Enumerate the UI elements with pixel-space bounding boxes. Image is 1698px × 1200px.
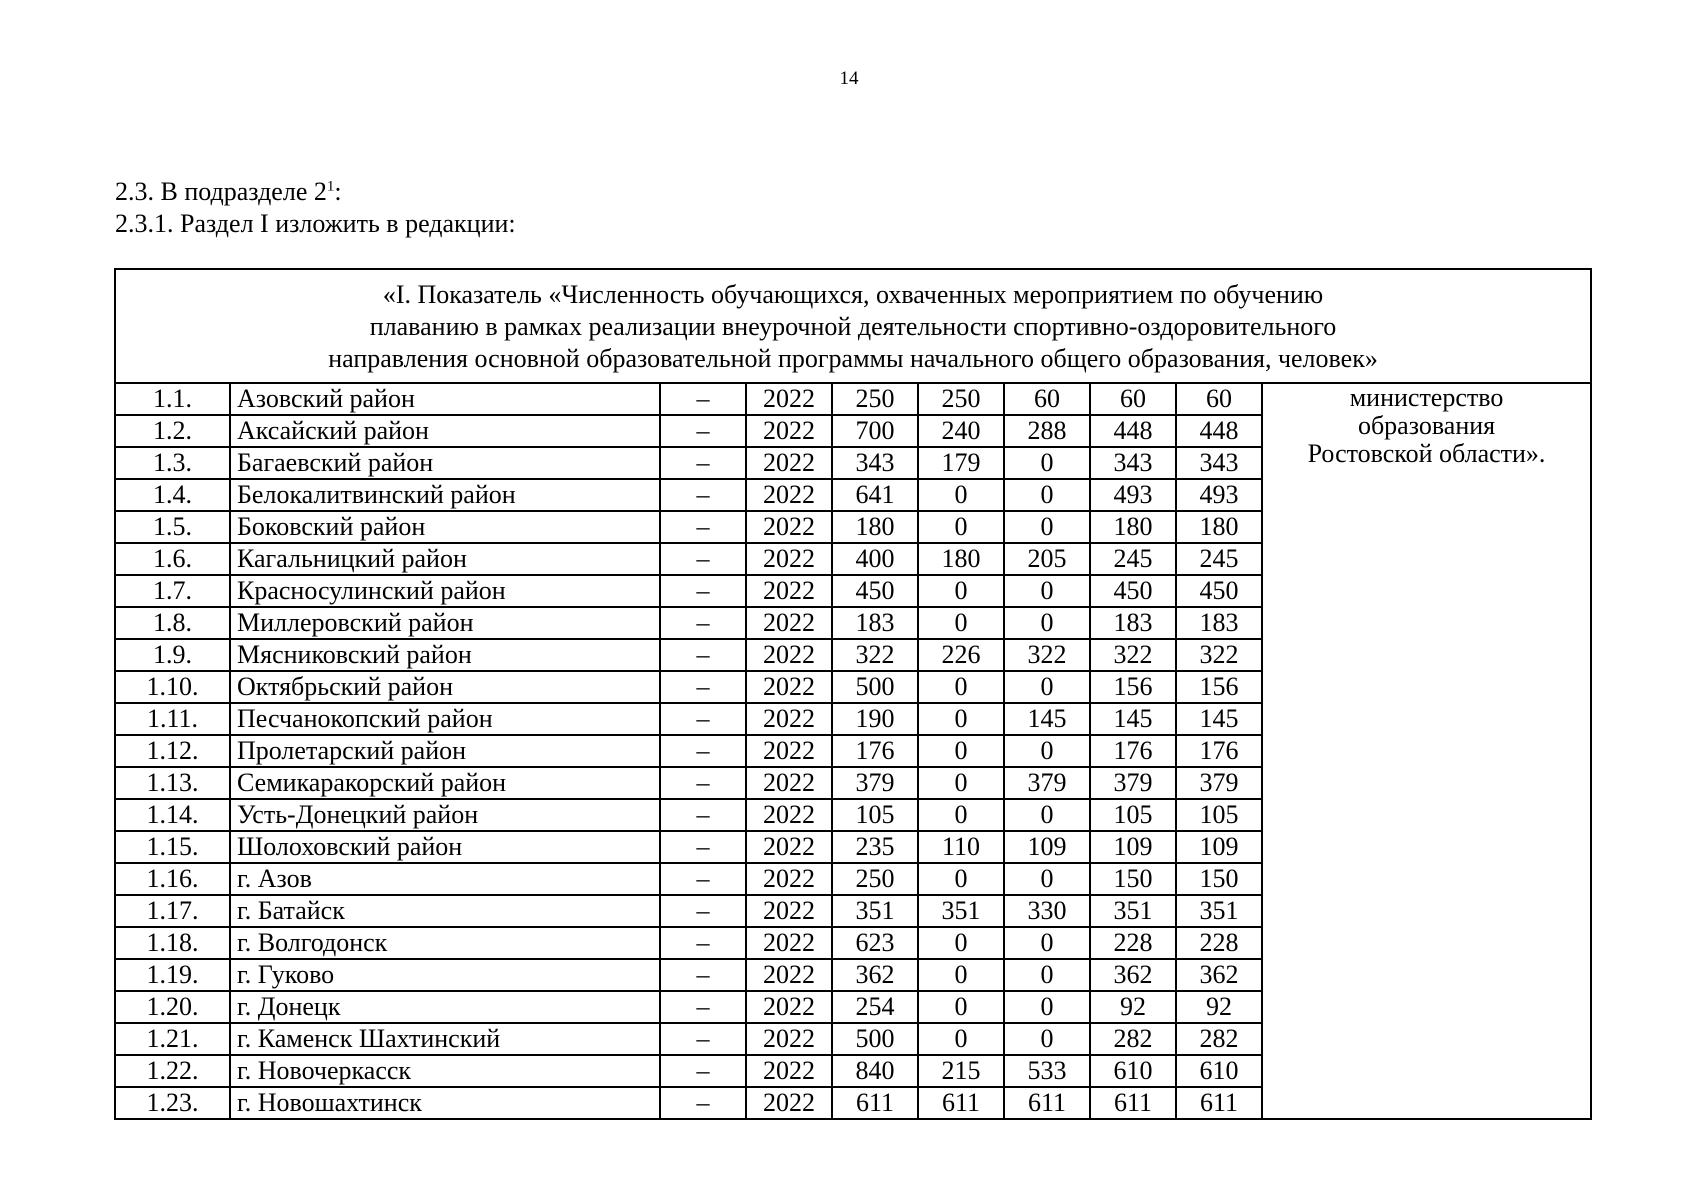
value-cell: 183 [1090, 607, 1176, 639]
year-cell: 2022 [746, 927, 832, 959]
value-cell: 0 [1004, 959, 1090, 991]
value-cell: 282 [1176, 1023, 1262, 1055]
value-cell: 351 [832, 895, 918, 927]
year-cell: 2022 [746, 639, 832, 671]
value-cell: 330 [1004, 895, 1090, 927]
value-cell: 245 [1090, 543, 1176, 575]
district-name: Усть-Донецкий район [230, 799, 660, 831]
district-name: Белокалитвинский район [230, 479, 660, 511]
year-cell: 2022 [746, 383, 832, 415]
value-cell: 205 [1004, 543, 1090, 575]
year-cell: 2022 [746, 1055, 832, 1087]
value-cell: 150 [1176, 863, 1262, 895]
indicator-table [114, 268, 1592, 1120]
value-cell: 110 [918, 831, 1004, 863]
row-number: 1.23. [115, 1087, 230, 1119]
value-cell: 533 [1004, 1055, 1090, 1087]
year-cell: 2022 [746, 415, 832, 447]
value-cell: 180 [1090, 511, 1176, 543]
dash-cell: – [660, 703, 746, 735]
value-cell: 322 [1004, 639, 1090, 671]
dash-cell: – [660, 863, 746, 895]
year-cell: 2022 [746, 831, 832, 863]
value-cell: 0 [918, 767, 1004, 799]
dash-cell: – [660, 479, 746, 511]
dash-cell: – [660, 831, 746, 863]
row-number: 1.13. [115, 767, 230, 799]
value-cell: 0 [918, 927, 1004, 959]
dash-cell: – [660, 1087, 746, 1119]
value-cell: 226 [918, 639, 1004, 671]
year-cell: 2022 [746, 479, 832, 511]
value-cell: 250 [918, 383, 1004, 415]
year-cell: 2022 [746, 447, 832, 479]
value-cell: 611 [1176, 1087, 1262, 1119]
value-cell: 0 [1004, 575, 1090, 607]
value-cell: 0 [1004, 447, 1090, 479]
header-line: «I. Показатель «Численность обучающихся, охваченных мероприятием по обучению [382, 280, 1324, 309]
value-cell: 0 [1004, 863, 1090, 895]
value-cell: 379 [1004, 767, 1090, 799]
value-cell: 92 [1090, 991, 1176, 1023]
value-cell: 282 [1090, 1023, 1176, 1055]
dash-cell: – [660, 991, 746, 1023]
value-cell: 0 [918, 991, 1004, 1023]
value-cell: 109 [1004, 831, 1090, 863]
value-cell: 343 [1090, 447, 1176, 479]
district-name: Багаевский район [230, 447, 660, 479]
dash-cell: – [660, 447, 746, 479]
value-cell: 145 [1090, 703, 1176, 735]
value-cell: 250 [832, 863, 918, 895]
district-name: г. Новочеркасск [230, 1055, 660, 1087]
value-cell: 0 [918, 671, 1004, 703]
value-cell: 0 [918, 575, 1004, 607]
year-cell: 2022 [746, 543, 832, 575]
value-cell: 60 [1090, 383, 1176, 415]
value-cell: 180 [832, 511, 918, 543]
row-number: 1.10. [115, 671, 230, 703]
value-cell: 288 [1004, 415, 1090, 447]
row-number: 1.4. [115, 479, 230, 511]
dash-cell: – [660, 767, 746, 799]
value-cell: 322 [1176, 639, 1262, 671]
dash-cell: – [660, 511, 746, 543]
year-cell: 2022 [746, 511, 832, 543]
value-cell: 700 [832, 415, 918, 447]
value-cell: 240 [918, 415, 1004, 447]
value-cell: 322 [1090, 639, 1176, 671]
value-cell: 0 [1004, 511, 1090, 543]
value-cell: 0 [1004, 799, 1090, 831]
value-cell: 0 [918, 799, 1004, 831]
value-cell: 254 [832, 991, 918, 1023]
value-cell: 176 [1090, 735, 1176, 767]
year-cell: 2022 [746, 895, 832, 927]
district-name: г. Азов [230, 863, 660, 895]
value-cell: 450 [832, 575, 918, 607]
row-number: 1.15. [115, 831, 230, 863]
value-cell: 351 [1176, 895, 1262, 927]
dash-cell: – [660, 895, 746, 927]
value-cell: 60 [1176, 383, 1262, 415]
dash-cell: – [660, 1055, 746, 1087]
value-cell: 215 [918, 1055, 1004, 1087]
dash-cell: – [660, 639, 746, 671]
responsible-line: Ростовской области». [1307, 439, 1546, 468]
value-cell: 450 [1176, 575, 1262, 607]
row-number: 1.16. [115, 863, 230, 895]
value-cell: 0 [918, 959, 1004, 991]
header-line: направления основной образовательной программы начального общего образования, человек» [328, 344, 1378, 373]
value-cell: 183 [832, 607, 918, 639]
value-cell: 235 [832, 831, 918, 863]
year-cell: 2022 [746, 1023, 832, 1055]
value-cell: 176 [1176, 735, 1262, 767]
dash-cell: – [660, 383, 746, 415]
value-cell: 0 [1004, 479, 1090, 511]
value-cell: 0 [1004, 607, 1090, 639]
value-cell: 379 [832, 767, 918, 799]
dash-cell: – [660, 671, 746, 703]
table-row [115, 383, 1591, 415]
value-cell: 450 [1090, 575, 1176, 607]
value-cell: 0 [918, 511, 1004, 543]
value-cell: 0 [1004, 927, 1090, 959]
responsible-executor [1262, 383, 1591, 1119]
dash-cell: – [660, 575, 746, 607]
intro-line-1-text: 2.3. В подразделе 2 [115, 177, 327, 206]
value-cell: 610 [1176, 1055, 1262, 1087]
value-cell: 245 [1176, 543, 1262, 575]
district-name: г. Батайск [230, 895, 660, 927]
page-number: 14 [839, 68, 859, 89]
row-number: 1.11. [115, 703, 230, 735]
district-name: Песчанокопский район [230, 703, 660, 735]
table-header-row [115, 269, 1591, 383]
value-cell: 105 [832, 799, 918, 831]
value-cell: 0 [1004, 735, 1090, 767]
value-cell: 343 [1176, 447, 1262, 479]
header-line: плаванию в рамках реализации внеурочной деятельности спортивно-оздоровительного [369, 312, 1337, 341]
value-cell: 156 [1090, 671, 1176, 703]
value-cell: 228 [1090, 927, 1176, 959]
district-name: Пролетарский район [230, 735, 660, 767]
district-name: Мясниковский район [230, 639, 660, 671]
value-cell: 0 [1004, 1023, 1090, 1055]
value-cell: 0 [1004, 671, 1090, 703]
row-number: 1.2. [115, 415, 230, 447]
district-name: Аксайский район [230, 415, 660, 447]
intro-line-2: 2.3.1. Раздел I изложить в редакции: [115, 209, 516, 238]
intro-line-1 [115, 176, 342, 207]
intro-line-1-tail: : [334, 177, 342, 206]
value-cell: 105 [1176, 799, 1262, 831]
year-cell: 2022 [746, 575, 832, 607]
value-cell: 105 [1090, 799, 1176, 831]
district-name: Боковский район [230, 511, 660, 543]
district-name: Семикаракорский район [230, 767, 660, 799]
value-cell: 362 [832, 959, 918, 991]
value-cell: 448 [1176, 415, 1262, 447]
value-cell: 0 [918, 1023, 1004, 1055]
value-cell: 183 [1176, 607, 1262, 639]
district-name: Азовский район [230, 383, 660, 415]
value-cell: 493 [1176, 479, 1262, 511]
dash-cell: – [660, 927, 746, 959]
row-number: 1.20. [115, 991, 230, 1023]
value-cell: 500 [832, 671, 918, 703]
year-cell: 2022 [746, 1087, 832, 1119]
value-cell: 180 [918, 543, 1004, 575]
value-cell: 109 [1090, 831, 1176, 863]
value-cell: 156 [1176, 671, 1262, 703]
value-cell: 362 [1176, 959, 1262, 991]
value-cell: 611 [918, 1087, 1004, 1119]
value-cell: 145 [1004, 703, 1090, 735]
value-cell: 400 [832, 543, 918, 575]
district-name: г. Новошахтинск [230, 1087, 660, 1119]
responsible-line: образования [1357, 411, 1496, 440]
value-cell: 250 [832, 383, 918, 415]
value-cell: 623 [832, 927, 918, 959]
row-number: 1.8. [115, 607, 230, 639]
year-cell: 2022 [746, 703, 832, 735]
value-cell: 179 [918, 447, 1004, 479]
dash-cell: – [660, 415, 746, 447]
value-cell: 611 [1004, 1087, 1090, 1119]
year-cell: 2022 [746, 863, 832, 895]
value-cell: 641 [832, 479, 918, 511]
row-number: 1.21. [115, 1023, 230, 1055]
row-number: 1.14. [115, 799, 230, 831]
year-cell: 2022 [746, 735, 832, 767]
value-cell: 228 [1176, 927, 1262, 959]
year-cell: 2022 [746, 959, 832, 991]
value-cell: 362 [1090, 959, 1176, 991]
district-name: Красносулинский район [230, 575, 660, 607]
dash-cell: – [660, 543, 746, 575]
dash-cell: – [660, 735, 746, 767]
row-number: 1.18. [115, 927, 230, 959]
year-cell: 2022 [746, 991, 832, 1023]
row-number: 1.3. [115, 447, 230, 479]
table-header [115, 269, 1591, 383]
year-cell: 2022 [746, 671, 832, 703]
value-cell: 493 [1090, 479, 1176, 511]
year-cell: 2022 [746, 799, 832, 831]
value-cell: 448 [1090, 415, 1176, 447]
value-cell: 611 [832, 1087, 918, 1119]
intro-line-1-superscript: 1 [326, 178, 335, 195]
value-cell: 92 [1176, 991, 1262, 1023]
district-name: г. Донецк [230, 991, 660, 1023]
value-cell: 351 [1090, 895, 1176, 927]
year-cell: 2022 [746, 607, 832, 639]
row-number: 1.12. [115, 735, 230, 767]
value-cell: 610 [1090, 1055, 1176, 1087]
value-cell: 0 [918, 703, 1004, 735]
value-cell: 0 [918, 735, 1004, 767]
district-name: Кагальницкий район [230, 543, 660, 575]
row-number: 1.5. [115, 511, 230, 543]
value-cell: 351 [918, 895, 1004, 927]
district-name: Октябрьский район [230, 671, 660, 703]
value-cell: 150 [1090, 863, 1176, 895]
value-cell: 611 [1090, 1087, 1176, 1119]
value-cell: 343 [832, 447, 918, 479]
dash-cell: – [660, 959, 746, 991]
value-cell: 840 [832, 1055, 918, 1087]
value-cell: 145 [1176, 703, 1262, 735]
dash-cell: – [660, 607, 746, 639]
dash-cell: – [660, 799, 746, 831]
value-cell: 379 [1090, 767, 1176, 799]
value-cell: 176 [832, 735, 918, 767]
value-cell: 190 [832, 703, 918, 735]
district-name: Шолоховский район [230, 831, 660, 863]
year-cell: 2022 [746, 767, 832, 799]
value-cell: 0 [1004, 991, 1090, 1023]
row-number: 1.7. [115, 575, 230, 607]
row-number: 1.19. [115, 959, 230, 991]
value-cell: 500 [832, 1023, 918, 1055]
responsible-line: министерство [1349, 383, 1504, 412]
value-cell: 0 [918, 607, 1004, 639]
value-cell: 180 [1176, 511, 1262, 543]
value-cell: 109 [1176, 831, 1262, 863]
value-cell: 0 [918, 863, 1004, 895]
value-cell: 0 [918, 479, 1004, 511]
value-cell: 60 [1004, 383, 1090, 415]
district-name: Миллеровский район [230, 607, 660, 639]
row-number: 1.17. [115, 895, 230, 927]
district-name: г. Волгодонск [230, 927, 660, 959]
row-number: 1.1. [115, 383, 230, 415]
value-cell: 379 [1176, 767, 1262, 799]
dash-cell: – [660, 1023, 746, 1055]
district-name: г. Гуково [230, 959, 660, 991]
district-name: г. Каменск Шахтинский [230, 1023, 660, 1055]
value-cell: 322 [832, 639, 918, 671]
row-number: 1.22. [115, 1055, 230, 1087]
row-number: 1.6. [115, 543, 230, 575]
row-number: 1.9. [115, 639, 230, 671]
